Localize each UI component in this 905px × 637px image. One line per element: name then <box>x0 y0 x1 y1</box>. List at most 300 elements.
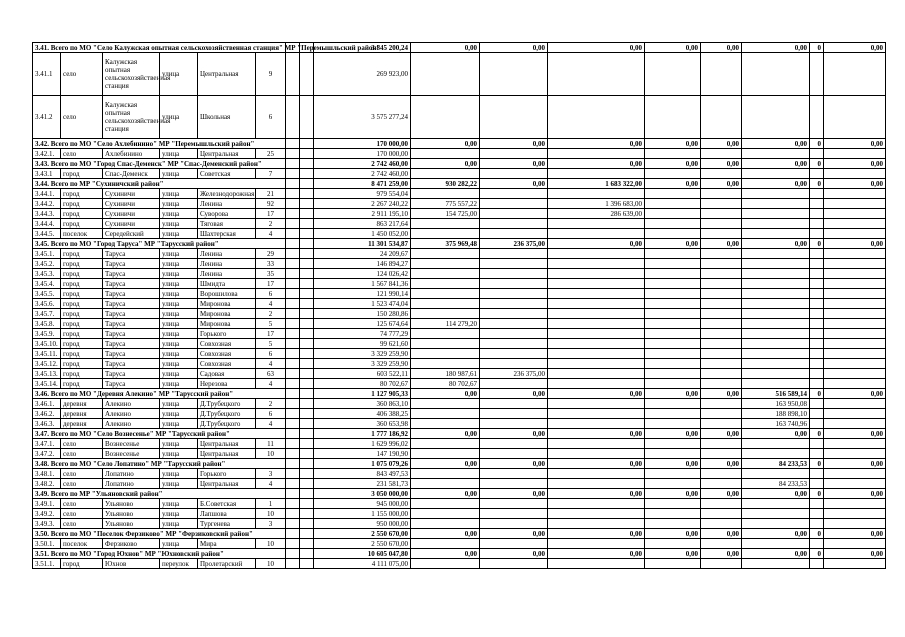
empty-cell <box>300 479 314 489</box>
value-cell-v3 <box>548 499 645 509</box>
data-row <box>33 509 886 519</box>
value-cell-v4 <box>645 249 701 259</box>
row-id: 3.45.5. <box>33 289 61 299</box>
house-number: 25 <box>256 149 286 159</box>
settlement-name: Таруса <box>103 319 160 329</box>
street-name: Нерезова <box>198 379 256 389</box>
empty-cell <box>300 179 314 189</box>
value-cell-v1 <box>411 499 480 509</box>
settlement-name: Таруса <box>103 379 160 389</box>
value-cell-v8 <box>824 189 886 199</box>
value-cell-v1: 0,00 <box>411 459 480 469</box>
street-name: Ленина <box>198 269 256 279</box>
value-cell-v6: 516 589,14 <box>742 389 810 399</box>
data-row <box>33 53 886 96</box>
settlement-name: Ульяново <box>103 509 160 519</box>
street-type: улица <box>160 299 198 309</box>
value-cell-v8 <box>824 559 886 569</box>
empty-cell <box>286 359 300 369</box>
value-cell-v1 <box>411 439 480 449</box>
empty-cell <box>300 409 314 419</box>
value-cell-v1 <box>411 449 480 459</box>
value-cell-v5 <box>701 369 742 379</box>
value-cell-v4 <box>645 559 701 569</box>
house-number: 4 <box>256 379 286 389</box>
value-cell-v2: 0,00 <box>480 159 548 169</box>
value-cell-v5 <box>701 519 742 529</box>
value-cell-v4 <box>645 219 701 229</box>
street-type: улица <box>160 329 198 339</box>
house-number: 1 <box>256 499 286 509</box>
row-id: 3.45.1. <box>33 249 61 259</box>
subtotal-title: 3.49. Всего по МР "Ульяновский район" <box>33 489 286 499</box>
house-number: 2 <box>256 399 286 409</box>
value-cell-v5: 0,00 <box>701 139 742 149</box>
value-cell-v1 <box>411 399 480 409</box>
value-cell-v2 <box>480 439 548 449</box>
street-type: улица <box>160 339 198 349</box>
house-number: 2 <box>256 219 286 229</box>
empty-cell <box>300 219 314 229</box>
empty-cell <box>300 499 314 509</box>
settlement-name: Ульяново <box>103 519 160 529</box>
settlement-name: Таруса <box>103 339 160 349</box>
amount-cell: 2 742 460,00 <box>314 169 411 179</box>
empty-cell <box>286 169 300 179</box>
house-number: 3 <box>256 469 286 479</box>
value-cell-v4 <box>645 359 701 369</box>
value-cell-v7 <box>810 399 824 409</box>
value-cell-v7 <box>810 329 824 339</box>
value-cell-v5 <box>701 499 742 509</box>
street-name: Совхозная <box>198 349 256 359</box>
total-amount-cell: 2 742 460,00 <box>314 159 411 169</box>
row-id: 3.41.2 <box>33 96 61 139</box>
value-cell-v3: 0,00 <box>548 159 645 169</box>
row-id: 3.44.2. <box>33 199 61 209</box>
settlement-type: город <box>61 369 103 379</box>
value-cell-v1 <box>411 509 480 519</box>
value-cell-v3 <box>548 269 645 279</box>
value-cell-v3 <box>548 359 645 369</box>
street-type: переулок <box>160 559 198 569</box>
value-cell-v2 <box>480 409 548 419</box>
value-cell-v4 <box>645 289 701 299</box>
amount-cell: 1 155 000,00 <box>314 509 411 519</box>
value-cell-v2: 0,00 <box>480 43 548 53</box>
value-cell-v6 <box>742 199 810 209</box>
street-type: улица <box>160 149 198 159</box>
settlement-type: город <box>61 259 103 269</box>
house-number: 17 <box>256 209 286 219</box>
empty-cell <box>300 209 314 219</box>
data-row <box>33 199 886 209</box>
total-amount-cell: 8 471 259,00 <box>314 179 411 189</box>
empty-cell <box>286 139 300 149</box>
value-cell-v4 <box>645 439 701 449</box>
amount-cell: 360 863,10 <box>314 399 411 409</box>
street-type: улица <box>160 519 198 529</box>
value-cell-v1: 0,00 <box>411 429 480 439</box>
value-cell-v3 <box>548 219 645 229</box>
house-number: 17 <box>256 329 286 339</box>
empty-cell <box>286 339 300 349</box>
street-type: улица <box>160 309 198 319</box>
value-cell-v4 <box>645 539 701 549</box>
value-cell-v8 <box>824 149 886 159</box>
row-id: 3.51.1. <box>33 559 61 569</box>
subtotal-title: 3.50. Всего по МО "Поселок Ферзиково" МР "Ферзиковский район" <box>33 529 286 539</box>
value-cell-v6 <box>742 329 810 339</box>
value-cell-v6 <box>742 169 810 179</box>
value-cell-v8: 0,00 <box>824 549 886 559</box>
house-number: 10 <box>256 509 286 519</box>
subtotal-title: 3.44. Всего по МР "Сухиничский район" <box>33 179 286 189</box>
value-cell-v4 <box>645 299 701 309</box>
street-type: улица <box>160 53 198 96</box>
value-cell-v7 <box>810 519 824 529</box>
value-cell-v4 <box>645 409 701 419</box>
row-id: 3.46.2. <box>33 409 61 419</box>
row-id: 3.44.5. <box>33 229 61 239</box>
empty-cell <box>300 429 314 439</box>
settlement-type: город <box>61 249 103 259</box>
empty-cell <box>286 539 300 549</box>
value-cell-v8 <box>824 539 886 549</box>
value-cell-v7 <box>810 229 824 239</box>
amount-cell: 1 450 052,00 <box>314 229 411 239</box>
empty-cell <box>300 53 314 96</box>
value-cell-v5 <box>701 419 742 429</box>
settlement-type: город <box>61 299 103 309</box>
house-number: 10 <box>256 539 286 549</box>
value-cell-v7 <box>810 309 824 319</box>
empty-cell <box>286 329 300 339</box>
settlement-type: село <box>61 519 103 529</box>
settlement-name: Таруса <box>103 289 160 299</box>
house-number: 5 <box>256 319 286 329</box>
data-row <box>33 329 886 339</box>
value-cell-v4: 0,00 <box>645 489 701 499</box>
value-cell-v2 <box>480 149 548 159</box>
row-id: 3.45.3. <box>33 269 61 279</box>
value-cell-v5 <box>701 299 742 309</box>
value-cell-v5 <box>701 209 742 219</box>
value-cell-v1 <box>411 259 480 269</box>
value-cell-v2 <box>480 279 548 289</box>
house-number: 4 <box>256 229 286 239</box>
street-type: улица <box>160 419 198 429</box>
value-cell-v4 <box>645 149 701 159</box>
street-name: Д.Трубецкого <box>198 399 256 409</box>
street-type: улица <box>160 359 198 369</box>
value-cell-v1: 0,00 <box>411 43 480 53</box>
value-cell-v7: 0 <box>810 179 824 189</box>
settlement-name: Таруса <box>103 269 160 279</box>
street-name: Пролетарский <box>198 559 256 569</box>
value-cell-v8 <box>824 419 886 429</box>
value-cell-v3 <box>548 349 645 359</box>
street-name: Центральная <box>198 449 256 459</box>
value-cell-v3 <box>548 449 645 459</box>
value-cell-v3 <box>548 53 645 96</box>
settlement-name: Таруса <box>103 299 160 309</box>
value-cell-v2 <box>480 509 548 519</box>
value-cell-v2: 0,00 <box>480 179 548 189</box>
settlement-type: поселок <box>61 229 103 239</box>
data-row <box>33 299 886 309</box>
value-cell-v7: 0 <box>810 489 824 499</box>
budget-table <box>32 42 886 569</box>
value-cell-v1 <box>411 539 480 549</box>
value-cell-v8 <box>824 249 886 259</box>
value-cell-v4: 0,00 <box>645 179 701 189</box>
row-id: 3.46.3. <box>33 419 61 429</box>
value-cell-v3: 1 683 322,00 <box>548 179 645 189</box>
empty-cell <box>300 199 314 209</box>
amount-cell: 24 209,67 <box>314 249 411 259</box>
value-cell-v1 <box>411 559 480 569</box>
street-type: улица <box>160 279 198 289</box>
value-cell-v2 <box>480 199 548 209</box>
street-name: Шмидта <box>198 279 256 289</box>
value-cell-v4 <box>645 369 701 379</box>
value-cell-v2 <box>480 539 548 549</box>
value-cell-v3: 0,00 <box>548 389 645 399</box>
settlement-name: Вознесенье <box>103 449 160 459</box>
value-cell-v7 <box>810 379 824 389</box>
settlement-name: Таруса <box>103 249 160 259</box>
value-cell-v3 <box>548 259 645 269</box>
value-cell-v3 <box>548 279 645 289</box>
empty-cell <box>286 479 300 489</box>
value-cell-v4 <box>645 309 701 319</box>
amount-cell: 124 026,42 <box>314 269 411 279</box>
street-name: Ленина <box>198 199 256 209</box>
street-type: улица <box>160 379 198 389</box>
value-cell-v6 <box>742 219 810 229</box>
empty-cell <box>286 319 300 329</box>
subtotal-row <box>33 139 886 149</box>
empty-cell <box>300 169 314 179</box>
value-cell-v5 <box>701 469 742 479</box>
value-cell-v1 <box>411 96 480 139</box>
value-cell-v2 <box>480 189 548 199</box>
value-cell-v7 <box>810 289 824 299</box>
row-id: 3.48.2. <box>33 479 61 489</box>
empty-cell <box>300 149 314 159</box>
settlement-name: Калужская опытная сельскохозяйственная станция <box>103 53 160 96</box>
value-cell-v6 <box>742 349 810 359</box>
value-cell-v1: 0,00 <box>411 489 480 499</box>
value-cell-v1: 375 969,48 <box>411 239 480 249</box>
value-cell-v1 <box>411 53 480 96</box>
value-cell-v4: 0,00 <box>645 389 701 399</box>
value-cell-v4 <box>645 329 701 339</box>
value-cell-v1 <box>411 289 480 299</box>
value-cell-v6 <box>742 309 810 319</box>
value-cell-v6 <box>742 359 810 369</box>
value-cell-v3 <box>548 409 645 419</box>
value-cell-v4 <box>645 449 701 459</box>
value-cell-v5 <box>701 219 742 229</box>
value-cell-v2 <box>480 349 548 359</box>
street-type: улица <box>160 469 198 479</box>
value-cell-v1 <box>411 169 480 179</box>
house-number: 4 <box>256 299 286 309</box>
value-cell-v2: 0,00 <box>480 549 548 559</box>
settlement-type: город <box>61 339 103 349</box>
value-cell-v7 <box>810 439 824 449</box>
value-cell-v6 <box>742 319 810 329</box>
settlement-name: Таруса <box>103 279 160 289</box>
value-cell-v2 <box>480 469 548 479</box>
empty-cell <box>286 439 300 449</box>
value-cell-v7 <box>810 53 824 96</box>
settlement-name: Калужская опытная сельскохозяйственная станция <box>103 96 160 139</box>
empty-cell <box>300 139 314 149</box>
street-type: улица <box>160 269 198 279</box>
value-cell-v6: 84 233,53 <box>742 459 810 469</box>
value-cell-v8 <box>824 509 886 519</box>
value-cell-v5 <box>701 449 742 459</box>
total-amount-cell: 11 301 534,87 <box>314 239 411 249</box>
house-number: 4 <box>256 359 286 369</box>
data-row <box>33 289 886 299</box>
value-cell-v2 <box>480 289 548 299</box>
value-cell-v3 <box>548 329 645 339</box>
value-cell-v7 <box>810 499 824 509</box>
data-row <box>33 409 886 419</box>
row-id: 3.47.1. <box>33 439 61 449</box>
data-row <box>33 399 886 409</box>
value-cell-v5 <box>701 509 742 519</box>
empty-cell <box>286 299 300 309</box>
street-type: улица <box>160 509 198 519</box>
value-cell-v1: 0,00 <box>411 139 480 149</box>
value-cell-v6 <box>742 249 810 259</box>
row-id: 3.45.7. <box>33 309 61 319</box>
empty-cell <box>286 529 300 539</box>
value-cell-v5 <box>701 399 742 409</box>
value-cell-v8 <box>824 329 886 339</box>
value-cell-v6 <box>742 289 810 299</box>
value-cell-v7 <box>810 419 824 429</box>
total-amount-cell: 3 845 200,24 <box>314 43 411 53</box>
data-row <box>33 209 886 219</box>
value-cell-v4: 0,00 <box>645 529 701 539</box>
empty-cell <box>286 309 300 319</box>
house-number: 6 <box>256 96 286 139</box>
subtotal-title: 3.48. Всего по МО "Село Лопатино" МР "Тарусский район" <box>33 459 286 469</box>
value-cell-v6 <box>742 96 810 139</box>
empty-cell <box>300 489 314 499</box>
house-number: 2 <box>256 309 286 319</box>
subtotal-title: 3.47. Всего по МО "Село Вознесенье" МР "Тарусский район" <box>33 429 286 439</box>
house-number: 11 <box>256 439 286 449</box>
empty-cell <box>286 449 300 459</box>
value-cell-v1 <box>411 359 480 369</box>
settlement-type: город <box>61 349 103 359</box>
settlement-type: город <box>61 319 103 329</box>
empty-cell <box>286 499 300 509</box>
value-cell-v7 <box>810 149 824 159</box>
value-cell-v1 <box>411 249 480 259</box>
data-row <box>33 519 886 529</box>
empty-cell <box>286 53 300 96</box>
settlement-name: Сухиничи <box>103 189 160 199</box>
value-cell-v5 <box>701 199 742 209</box>
empty-cell <box>286 519 300 529</box>
empty-cell <box>300 319 314 329</box>
value-cell-v8 <box>824 399 886 409</box>
settlement-type: деревня <box>61 419 103 429</box>
value-cell-v8: 0,00 <box>824 489 886 499</box>
empty-cell <box>286 179 300 189</box>
settlement-type: село <box>61 149 103 159</box>
value-cell-v8 <box>824 369 886 379</box>
settlement-name: Таруса <box>103 309 160 319</box>
data-row <box>33 359 886 369</box>
value-cell-v5: 0,00 <box>701 43 742 53</box>
value-cell-v5: 0,00 <box>701 459 742 469</box>
total-amount-cell: 1 127 905,33 <box>314 389 411 399</box>
value-cell-v1 <box>411 279 480 289</box>
value-cell-v3 <box>548 369 645 379</box>
settlement-name: Алекино <box>103 399 160 409</box>
empty-cell <box>286 349 300 359</box>
empty-cell <box>286 409 300 419</box>
row-id: 3.50.1. <box>33 539 61 549</box>
settlement-type: город <box>61 329 103 339</box>
settlement-name: Спас-Деменск <box>103 169 160 179</box>
house-number: 5 <box>256 339 286 349</box>
value-cell-v2: 0,00 <box>480 459 548 469</box>
row-id: 3.45.12. <box>33 359 61 369</box>
value-cell-v6 <box>742 269 810 279</box>
empty-cell <box>300 399 314 409</box>
settlement-name: Таруса <box>103 369 160 379</box>
data-row <box>33 349 886 359</box>
value-cell-v5: 0,00 <box>701 549 742 559</box>
street-type: улица <box>160 259 198 269</box>
value-cell-v6 <box>742 449 810 459</box>
amount-cell: 2 550 670,00 <box>314 539 411 549</box>
value-cell-v5 <box>701 359 742 369</box>
data-row <box>33 439 886 449</box>
value-cell-v8: 0,00 <box>824 429 886 439</box>
value-cell-v3 <box>548 319 645 329</box>
value-cell-v8 <box>824 339 886 349</box>
value-cell-v8 <box>824 439 886 449</box>
settlement-type: деревня <box>61 409 103 419</box>
row-id: 3.45.11. <box>33 349 61 359</box>
settlement-name: Таруса <box>103 259 160 269</box>
value-cell-v8 <box>824 229 886 239</box>
row-id: 3.45.8. <box>33 319 61 329</box>
value-cell-v2 <box>480 399 548 409</box>
settlement-type: город <box>61 169 103 179</box>
settlement-name: Сухиничи <box>103 219 160 229</box>
value-cell-v6 <box>742 279 810 289</box>
row-id: 3.45.6. <box>33 299 61 309</box>
value-cell-v3 <box>548 439 645 449</box>
value-cell-v6 <box>742 259 810 269</box>
street-type: улица <box>160 349 198 359</box>
settlement-name: Таруса <box>103 359 160 369</box>
amount-cell: 80 702,67 <box>314 379 411 389</box>
value-cell-v3 <box>548 309 645 319</box>
